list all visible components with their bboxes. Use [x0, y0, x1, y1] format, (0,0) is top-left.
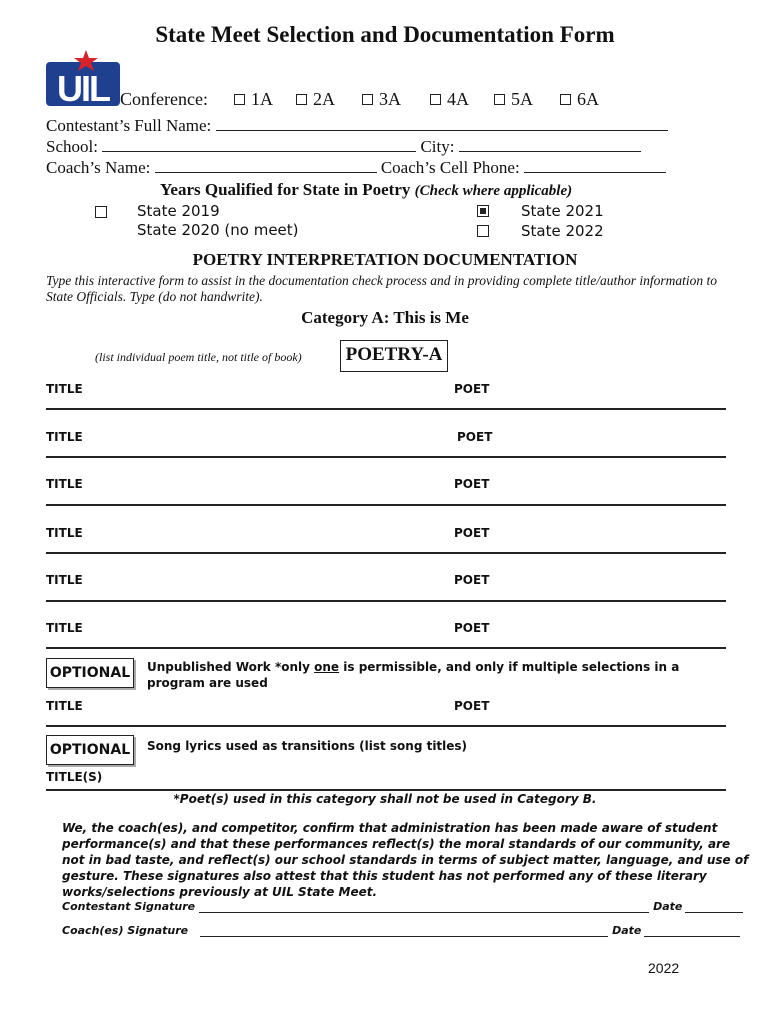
coach-signature-input[interactable]	[200, 925, 608, 937]
checkbox-5a	[494, 94, 505, 105]
state-2020-label: State 2020 (no meet)	[137, 221, 299, 239]
school-city-row	[46, 137, 641, 157]
coach-phone-label: Coach’s Cell Phone:	[380, 158, 520, 177]
entry-line-8[interactable]	[46, 789, 726, 791]
conference-option-label: 1A	[251, 89, 273, 109]
song-lyrics-note: Song lyrics used as transitions (list song titles)	[147, 739, 468, 753]
entry-line-6[interactable]	[46, 647, 726, 649]
year-mark: 2022	[648, 960, 680, 976]
title-label-1: TITLE	[46, 382, 83, 396]
city-input[interactable]	[459, 137, 641, 152]
list-note: (list individual poem title, not title of book)	[95, 350, 302, 364]
documentation-title: POETRY INTERPRETATION DOCUMENTATION	[192, 250, 578, 269]
conference-label: Conference:	[120, 89, 208, 109]
unpublished-text-one: one	[314, 660, 340, 674]
coach-signature-row	[62, 924, 740, 937]
coach-signature-label: Coach(es) Signature	[62, 924, 189, 937]
years-title-text: Years Qualified for State in Poetry	[160, 180, 411, 199]
unpublished-note	[147, 659, 717, 691]
optional-badge-1: OPTIONAL	[46, 658, 134, 688]
conference-option-5a[interactable]	[494, 89, 533, 110]
poets-note: *Poet(s) used in this category shall not be used in Category B.	[173, 792, 597, 806]
coach-name-input[interactable]	[155, 158, 377, 173]
checkbox-1a	[234, 94, 245, 105]
years-note: (Check where applicable)	[414, 183, 573, 199]
poet-label-1: POET	[454, 382, 490, 396]
conference-option-2a[interactable]	[296, 89, 335, 110]
city-label: City:	[420, 137, 455, 156]
conference-option-label: 2A	[313, 89, 335, 109]
state-2021-label: State 2021	[521, 202, 604, 220]
poet-label-5: POET	[454, 573, 490, 587]
optional-badge-2: OPTIONAL	[46, 735, 134, 765]
poet-label-6: POET	[454, 621, 490, 635]
conference-option-label: 4A	[447, 89, 469, 109]
state-2022-label: State 2022	[521, 222, 604, 240]
checkbox-2a	[296, 94, 307, 105]
coach-date-input[interactable]	[644, 925, 740, 937]
entry-line-4[interactable]	[46, 552, 726, 554]
poet-label-3: POET	[454, 477, 490, 491]
contestant-name-row	[46, 116, 668, 136]
checkbox-4a	[430, 94, 441, 105]
poet-label-4: POET	[454, 526, 490, 540]
contestant-date-label: Date	[653, 900, 683, 913]
contestant-name-label: Contestant’s Full Name:	[46, 116, 212, 135]
svg-text:UIL: UIL	[57, 68, 109, 108]
coach-date-label: Date	[612, 924, 642, 937]
years-title	[160, 180, 572, 200]
category-title: Category A: This is Me	[301, 308, 469, 327]
coach-name-label: Coach’s Name:	[46, 158, 151, 177]
poet-label-2: POET	[457, 430, 493, 444]
title-label-5: TITLE	[46, 573, 83, 587]
title-label-7: TITLE	[46, 699, 83, 713]
unpublished-text-post: is permissible, and only if multiple selections in a program are used	[147, 660, 680, 690]
titles-label: TITLE(S)	[46, 770, 103, 784]
conference-option-label: 5A	[511, 89, 533, 109]
conference-option-3a[interactable]	[362, 89, 401, 110]
entry-line-3[interactable]	[46, 504, 726, 506]
contestant-signature-input[interactable]	[199, 901, 649, 913]
contestant-name-input[interactable]	[216, 116, 668, 131]
conference-option-6a[interactable]	[560, 89, 599, 110]
contestant-signature-label: Contestant Signature	[62, 900, 196, 913]
contestant-date-input[interactable]	[685, 901, 743, 913]
school-label: School:	[46, 137, 98, 156]
uil-logo	[46, 50, 122, 108]
attestation-statement: We, the coach(es), and competitor, confirm that administration has been made aware of student performance(s) and that these performances reflect(s) the moral standards of our community, are not in bad taste, and reflect(s) our school standards in terms of subject matter, language, and use of gesture. These signatures also attest that this student has not performed any of these literary works/selections previously at UIL State Meet.	[62, 821, 749, 899]
checkbox-state-2021[interactable]	[477, 205, 489, 217]
title-label-6: TITLE	[46, 621, 83, 635]
title-label-4: TITLE	[46, 526, 83, 540]
contestant-signature-row	[62, 900, 743, 913]
poetry-badge: POETRY-A	[340, 340, 448, 372]
state-2019-label: State 2019	[137, 202, 220, 220]
checkbox-6a	[560, 94, 571, 105]
checkbox-state-2022[interactable]	[477, 225, 489, 237]
conference-option-label: 3A	[379, 89, 401, 109]
coach-phone-input[interactable]	[524, 158, 666, 173]
unpublished-text-pre: Unpublished Work *only	[147, 660, 315, 674]
conference-option-label: 6A	[577, 89, 599, 109]
poet-label-7: POET	[454, 699, 490, 713]
checkbox-3a	[362, 94, 373, 105]
conference-option-4a[interactable]	[430, 89, 469, 110]
form-title: State Meet Selection and Documentation Form	[155, 22, 615, 47]
entry-line-5[interactable]	[46, 600, 726, 602]
school-input[interactable]	[102, 137, 416, 152]
documentation-note: Type this interactive form to assist in the documentation check process and in providing complete title/author information to State Officials. Type (do not handwrite).	[46, 273, 718, 304]
conference-option-1a[interactable]	[234, 89, 273, 110]
title-label-2: TITLE	[46, 430, 83, 444]
checkbox-state-2019[interactable]	[95, 206, 107, 218]
entry-line-1[interactable]	[46, 408, 726, 410]
entry-line-7[interactable]	[46, 725, 726, 727]
title-label-3: TITLE	[46, 477, 83, 491]
coach-row	[46, 158, 666, 178]
entry-line-2[interactable]	[46, 456, 726, 458]
